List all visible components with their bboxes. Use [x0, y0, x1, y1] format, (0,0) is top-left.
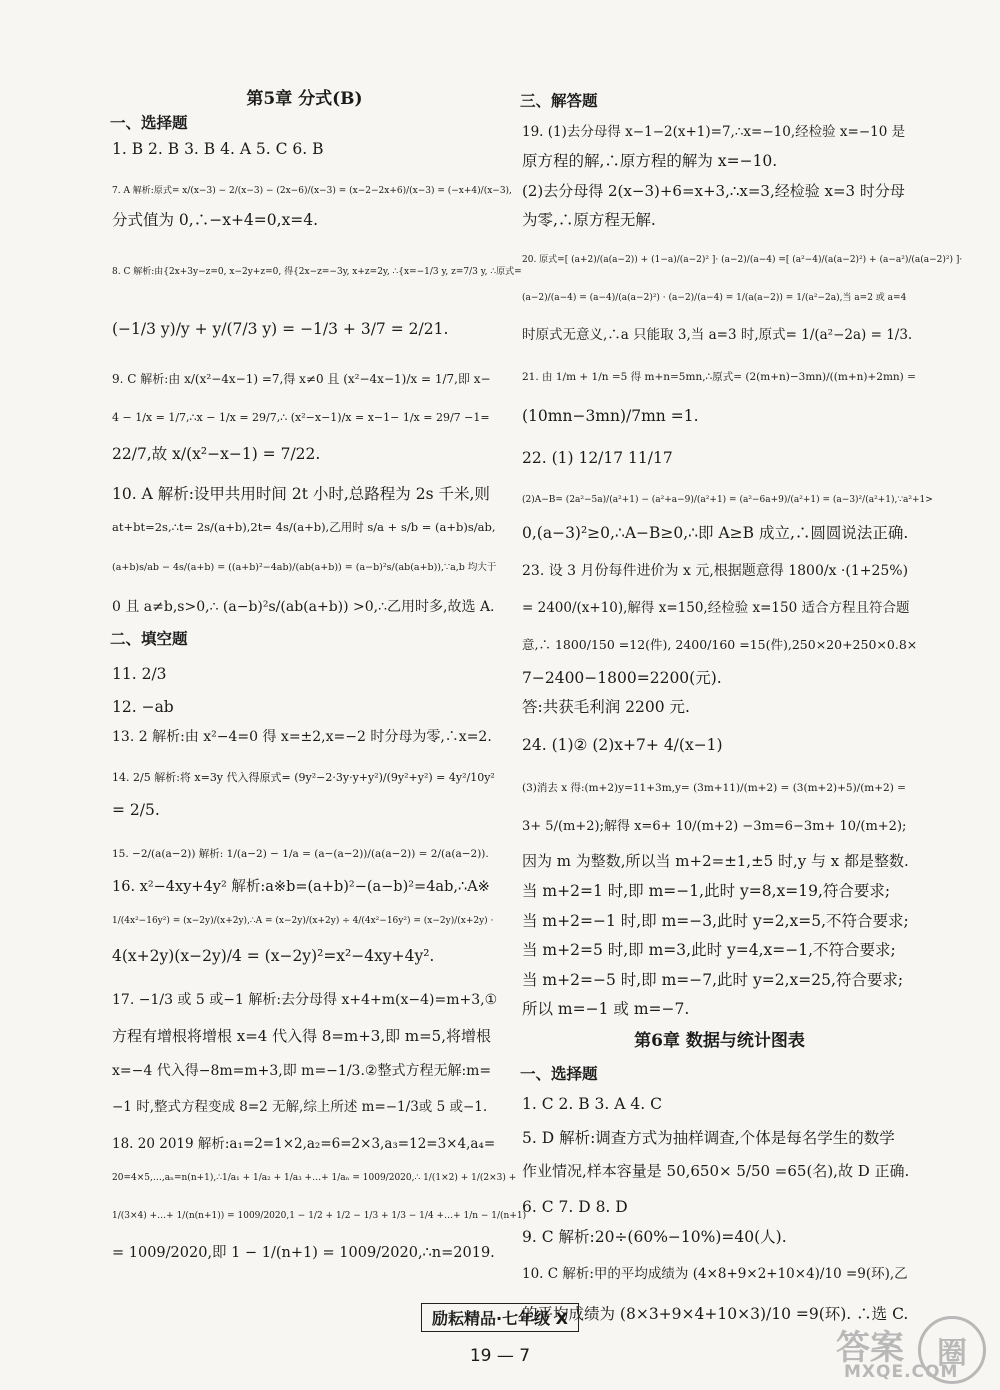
answer-line: 6. C 7. D 8. D	[522, 1198, 628, 1216]
left-section-fill	[110, 624, 527, 1269]
answer-line: 11. 2/3	[112, 664, 167, 683]
watermark-text: 答案	[836, 1328, 904, 1368]
answer-line: (a+b)s/ab − 4s/(a+b) = ((a+b)²−4ab)/(ab(a+b)) = (a−b)²s/(ab(a+b)),∵a,b 均大于	[112, 561, 497, 573]
answer-line: 14. 2/5 解析:将 x=3y 代入得原式= (9y²−2·3y·y+y²)/(9y²+y²) = 4y²/10y²	[112, 770, 495, 784]
answer-line: 22. (1) 12/17 11/17	[522, 448, 673, 467]
answer-line: 意,∴ 1800/150 =12(件), 2400/160 =15(件),250×20+250×0.8×	[522, 636, 918, 652]
answer-line: 1/(3×4) +…+ 1/(n(n+1)) = 1009/2020,1 − 1/2 + 1/2 − 1/3 + 1/3 − 1/4 +…+ 1/n − 1/(n+1)	[112, 1210, 527, 1221]
answer-line: 24. (1)② (2)x+7+ 4/(x−1)	[522, 735, 723, 754]
answer-line: 16. x²−4xy+4y² 解析:a※b=(a+b)²−(a−b)²=4ab,∴A※	[112, 879, 490, 896]
answer-line: 19. (1)去分母得 x−1−2(x+1)=7,∴x=−10,经检验 x=−10 是	[522, 123, 906, 140]
answer-line: 作业情况,样本容量是 50,650× 5/50 =65(名),故 D 正确.	[522, 1162, 910, 1181]
answer-line: 10. A 解析:设甲共用时间 2t 小时,总路程为 2s 千米,则	[112, 484, 490, 503]
answer-line: 8. C 解析:由{2x+3y−z=0, x−2y+z=0, 得{2x−z=−3y, x+z=2y, ∴{x=−1/3 y, z=7/3 y, ∴原式=	[112, 266, 522, 277]
answer-line: 21. 由 1/m + 1/n =5 得 m+n=5mn,∴原式= (2(m+n)−3mn)/((m+n)+2mn) =	[522, 370, 916, 383]
answer-line: 15. −2/(a(a−2)) 解析: 1/(a−2) − 1/a = (a−(a−2))/(a(a−2)) = 2/(a(a−2)).	[112, 847, 489, 860]
answer-line: 17. −1/3 或 5 或−1 解析:去分母得 x+4+m(x−4)=m+3,①	[112, 992, 498, 1009]
answer-line: 当 m+2=5 时,即 m=3,此时 y=4,x=−1,不符合要求;	[522, 941, 896, 960]
answer-line: −1 时,整式方程变成 8=2 无解,综上所述 m=−1/3或 5 或−1.	[112, 1098, 488, 1115]
answer-line: 3+ 5/(m+2);解得 x=6+ 10/(m+2) −3m=6−3m+ 10/(m+2);	[522, 818, 907, 834]
answer-line: = 1009/2020,即 1 − 1/(n+1) = 1009/2020,∴n=2019.	[112, 1245, 495, 1262]
answer-line: (2)去分母得 2(x−3)+6=x+3,∴x=3,经检验 x=3 时分母	[522, 181, 905, 200]
answer-line: at+bt=2s,∴t= 2s/(a+b),2t= 4s/(a+b),乙用时 s/a + s/b = (a+b)s/ab,	[112, 520, 496, 535]
answer-line: 答:共获毛利润 2200 元.	[522, 698, 690, 717]
answer-line: 0 且 a≠b,s>0,∴ (a−b)²s/(ab(a+b)) >0,∴乙用时多,故选 A.	[112, 598, 495, 615]
answer-line: 7. A 解析:原式= x/(x−3) − 2/(x−3) − (2x−6)/(x−3) = (x−2−2x+6)/(x−3) = (−x+4)/(x−3),	[112, 185, 512, 196]
answer-line: = 2/5.	[112, 801, 160, 820]
answer-line: 为零,∴原方程无解.	[522, 211, 656, 230]
answer-line: (2)A−B= (2a²−5a)/(a²+1) − (a²+a−9)/(a²+1) = (a²−6a+9)/(a²+1) = (a−3)²/(a²+1),∵a²+1>	[522, 494, 933, 505]
section-title: 一、选择题	[110, 113, 188, 132]
answer-line: 分式值为 0,∴−x+4=0,x=4.	[112, 211, 319, 230]
answer-line: 时原式无意义,∴a 只能取 3,当 a=3 时,原式= 1/(a²−2a) = 1/3.	[522, 327, 913, 344]
chapter6-title: 第6章 数据与统计图表	[634, 1031, 805, 1052]
answer-line: = 2400/(x+10),解得 x=150,经检验 x=150 适合方程且符合题	[522, 600, 910, 617]
chapter5-title: 第5章 分式(B)	[246, 89, 363, 109]
answer-line: 的平均成绩为 (8×3+9×4+10×3)/10 =9(环). ∴选 C.	[522, 1304, 909, 1323]
answer-line: 当 m+2=1 时,即 m=−1,此时 y=8,x=19,符合要求;	[522, 882, 891, 901]
answer-line: 18. 20 2019 解析:a₁=2=1×2,a₂=6=2×3,a₃=12=3×4,a₄=	[112, 1136, 496, 1153]
answer-line: 13. 2 解析:由 x²−4=0 得 x=±2,x=−2 时分母为零,∴x=2.	[112, 728, 492, 745]
answer-line: 4 − 1/x = 1/7,∴x − 1/x = 29/7,∴ (x²−x−1)/x = x−1− 1/x = 29/7 −1=	[112, 410, 490, 424]
answer-line: 当 m+2=−5 时,即 m=−7,此时 y=2,x=25,符合要求;	[522, 970, 904, 989]
brand-label: 励耘精品·七年级 X	[421, 1303, 579, 1332]
answer-line: (3)消去 x 得:(m+2)y=11+3m,y= (3m+11)/(m+2) = (3(m+2)+5)/(m+2) =	[522, 782, 906, 795]
answer-line: 1. B 2. B 3. B 4. A 5. C 6. B	[112, 140, 324, 158]
answer-line: 所以 m=−1 或 m=−7.	[522, 1000, 690, 1019]
section-title: 二、填空题	[110, 629, 188, 649]
answer-line: 因为 m 为整数,所以当 m+2=±1,±5 时,y 与 x 都是整数.	[522, 852, 909, 871]
answer-line: 4(x+2y)(x−2y)/4 = (x−2y)²=x²−4xy+4y².	[112, 947, 435, 966]
watermark-circle: 圈	[918, 1316, 986, 1384]
answer-line: 10. C 解析:甲的平均成绩为 (4×8+9×2+10×4)/10 =9(环),乙	[522, 1266, 908, 1283]
answer-line: 5. D 解析:调查方式为抽样调查,个体是每名学生的数学	[522, 1128, 895, 1147]
answer-lines	[112, 135, 522, 622]
answer-line: 1/(4x²−16y²) = (x−2y)/(x+2y),∴A = (x−2y)/(x+2y) ÷ 4/(4x²−16y²) = (x−2y)/(x+2y) ·	[112, 915, 494, 926]
answer-line: (10mn−3mn)/7mn =1.	[522, 407, 699, 426]
answer-line: 7−2400−1800=2200(元).	[522, 668, 722, 687]
answer-line: 22/7,故 x/(x²−x−1) = 7/22.	[112, 445, 321, 464]
answer-line: 20=4×5,…,aₙ=n(n+1),∴1/a₁ + 1/a₂ + 1/a₃ +…+ 1/aₙ = 1009/2020,∴ 1/(1×2) + 1/(2×3) +	[112, 1173, 517, 1184]
answer-line: 9. C 解析:20÷(60%−10%)=40(人).	[522, 1227, 787, 1246]
section-title: 一、选择题	[520, 1063, 598, 1083]
answer-line: 23. 设 3 月份每件进价为 x 元,根据题意得 1800/x ·(1+25%)	[522, 562, 909, 579]
answer-line: x=−4 代入得−8m=m+3,即 m=−1/3.②整式方程无解:m=	[112, 1063, 492, 1080]
answer-line: (a−2)/(a−4) = (a−4)/(a(a−2)²) · (a−2)/(a−4) = 1/(a(a−2)) = 1/(a²−2a),当 a=2 或 a=4	[522, 292, 907, 303]
watermark-url: MXQE.COM	[844, 1362, 959, 1382]
answer-line: 当 m+2=−1 时,即 m=−3,此时 y=2,x=5,不符合要求;	[522, 911, 909, 930]
right-column	[520, 84, 963, 1329]
answer-line: 方程有增根将增根 x=4 代入得 8=m+3,即 m=5,将增根	[112, 1026, 491, 1045]
section-title: 三、解答题	[520, 91, 598, 110]
answer-line: 9. C 解析:由 x/(x²−4x−1) =7,得 x≠0 且 (x²−4x−1)/x = 1/7,即 x−	[112, 371, 491, 386]
watermark-logo	[836, 1316, 986, 1382]
page-number: 19 — 7	[469, 1346, 531, 1366]
answer-line: 12. −ab	[112, 698, 174, 717]
answer-line: 20. 原式=[ (a+2)/(a(a−2)) + (1−a)/(a−2)² ]· (a−2)/(a−4) =[ (a²−4)/(a(a−2)²) + (a−a²)/(a(a−2)²) ]·	[522, 254, 963, 265]
left-section-choice	[110, 111, 522, 622]
answer-line: 0,(a−3)²≥0,∴A−B≥0,∴即 A≥B 成立,∴圆圆说法正确.	[522, 524, 909, 543]
answer-line: (−1/3 y)/y + y/(7/3 y) = −1/3 + 3/7 = 2/21.	[112, 320, 449, 339]
left-column	[110, 84, 527, 1269]
answer-line: 1. C 2. B 3. A 4. C	[522, 1095, 662, 1114]
answer-line: 原方程的解,∴原方程的解为 x=−10.	[522, 152, 778, 171]
